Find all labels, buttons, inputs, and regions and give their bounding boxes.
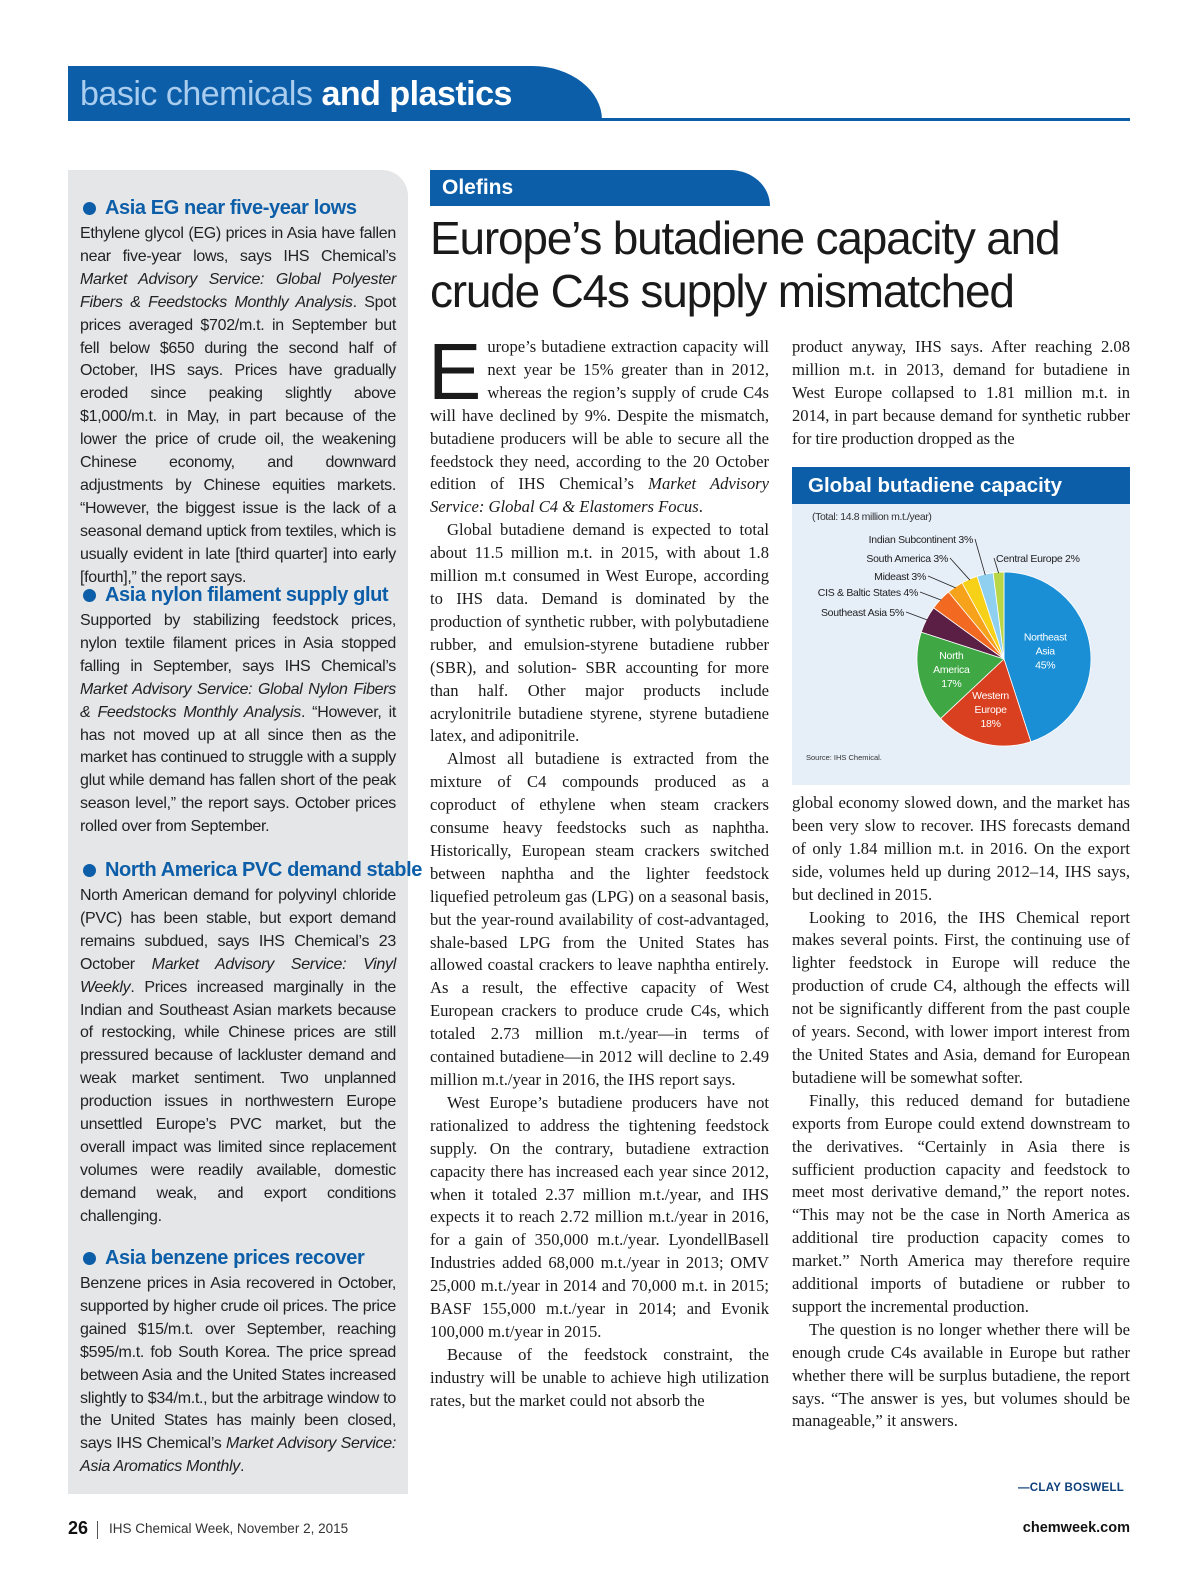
- paragraph: Europe’s butadiene extraction capacity will next year be 15% greater than in 2012, whereas the region’s supply of crude C4s will have declined by 9%. Despite the mismatch, butadiene producers will be able to secure all the feedstock they need, according to the 20 October edition of IHS Chemical’s Market Advisory Service: Global C4 & Elastomers Focus.: [428, 327, 769, 517]
- pie-chart: [792, 467, 1130, 785]
- chart-title: Global butadiene capacity: [808, 474, 1063, 497]
- leader-line: [975, 539, 985, 575]
- sidebar-headline: Asia nylon filament supply glut: [80, 582, 396, 608]
- sidebar-headline: North America PVC demand stable: [80, 857, 396, 883]
- slice-label-inner: Western: [972, 690, 1009, 703]
- sidebar-headline: Asia benzene prices recover: [80, 1245, 396, 1271]
- sidebar-body: Benzene prices in Asia recovered in October, supported by higher crude oil prices. The price gained $15/m.t. over September, reaching $595/m.t. fob South Korea. The price spread between Asia and the United States increased slightly to $34/m.t., but the arbitrage window to the United States has mainly been closed, says IHS Chemical’s Market Advisory Service: Asia Aromatics Monthly.: [80, 1275, 396, 1476]
- sidebar-body: North American demand for polyvinyl chloride (PVC) has been stable, but export demand remains subdued, says IHS Chemical’s 23 October Market Advisory Service: Vinyl Weekly. Prices increased marginally in the Indian and Southeast Asian markets because of restocking, while Chinese prices are still pressured because of lackluster demand and weak market sentiment. Two unplanned production issues in northwestern Europe unsettled Europe’s PVC market, but the overall impact was limited since replacement volumes were readily available, domestic demand weak, and export conditions challenging.: [80, 887, 396, 1225]
- slice-label-external: Southeast Asia 5%: [820, 607, 904, 619]
- sidebar-body: Ethylene glycol (EG) prices in Asia have fallen near five-year lows, says IHS Chemical’s Market Advisory Service: Global Polyester Fibers & Feedstocks Monthly Analysis. Spot prices averaged $702/m.t. in September but fell below $650 during the second half of October, IHS says. Prices have gradually eroded since peaking slightly above $1,000/m.t. in May, in part because of the lower the price of crude oil, the weakening Chinese economy, and downward adjustments by Chinese equities markets. “However, the biggest issue is the lack of a seasonal demand uptick from textiles, which is usually evident in late [third quarter] into early [fourth],” the report says.: [80, 225, 396, 586]
- paragraph: Almost all butadiene is extracted from the mixture of C4 compounds produced as a coproduct of ethylene when steam crackers consume heavy feedstocks such as naphtha. Historically, European steam crackers switched between naphtha and the lighter feedstock liquefied petroleum gas (LPG) on a seasonal basis, but the year-round availability of cost-advantaged, shale-based LPG from the United States has allowed coastal crackers to leave naphtha entirely. As a result, the effective capacity of West European crackers to produce crude C4s, which totaled 2.73 million m.t./year—in terms of contained butadiene—in 2012 will decline to 2.49 million m.t./year in 2016, the IHS report says.: [430, 749, 769, 1089]
- paragraph: West Europe’s butadiene producers have not rationalized to address the tightening feedstock supply. On the contrary, butadiene extraction capacity there has increased each year since 2012, when it totaled 2.37 million m.t./year, and IHS expects it to reach 2.72 million m.t./year in 2016, for a gain of 350,000 m.t./year. LyondellBasell Industries added 68,000 m.t./year in 2013; OMV 25,000 m.t./year in 2014 and 70,000 m.t. in 2015; BASF 155,000 m.t./year in 2014; and Evonik 100,000 m.t/year in 2015.: [430, 1092, 769, 1341]
- article-column-1: [428, 327, 769, 1413]
- butadiene-capacity-chart: [792, 467, 1130, 785]
- article-column-2-top: [792, 336, 1130, 451]
- paragraph: Global butadiene demand is expected to total about 11.5 million m.t. in 2015, with about 1.8 million m.t consumed in West Europe, according to IHS data. Demand is dominated by the production of synthetic rubber, with polybutadiene rubber, and emulsion-styrene butadiene rubber (SBR), and solution- SBR accounting for more than half. Other major products include acrylonitrile butadiene styrene, styrene butadiene latex, and adiponitrile.: [430, 520, 769, 746]
- drop-cap: E: [428, 327, 482, 416]
- paragraph: global economy slowed down, and the market has been very slow to recover. IHS forecasts demand of only 1.84 million m.t. in 2016. On the export side, volumes held up during 2012–14, IHS says, but declined in 2015.: [792, 793, 1130, 904]
- sidebar-item: [80, 1245, 396, 1479]
- slice-label-external: Indian Subcontinent 3%: [868, 534, 973, 546]
- slice-label-inner: 18%: [980, 718, 1001, 731]
- article-title: Europe’s butadiene capacity and crude C4s supply mismatched: [430, 212, 1060, 317]
- section-header-light: basic chemicals: [80, 75, 313, 113]
- page-number: 26: [68, 1518, 89, 1538]
- site-url: chemweek.com: [1022, 1520, 1130, 1536]
- bullet-icon: [83, 864, 96, 877]
- slice-label-external: Mideast 3%: [874, 571, 926, 583]
- header-rule: [68, 118, 1130, 121]
- sidebar-headline: Asia EG near five-year lows: [80, 195, 396, 221]
- leader-line: [906, 612, 927, 620]
- section-header-bold: and plastics: [321, 75, 512, 113]
- slice-label-external: CIS & Baltic States 4%: [817, 587, 918, 599]
- leader-line: [920, 592, 941, 600]
- leader-line: [950, 558, 970, 580]
- slice-label-external: Central Europe 2%: [996, 553, 1080, 565]
- paragraph: Finally, this reduced demand for butadiene exports from Europe could extend downstream to the derivatives. “Certainly in Asia there is sufficient production capacity and feedstock to meet most derivative demand,” the report notes. “This may not be the case in North America as additional tire production capacity comes to market.” North America may therefore require additional imports of butadiene or rubber to support the incremental production.: [792, 1090, 1130, 1316]
- sidebar-item: [80, 195, 396, 590]
- sidebar-item: [80, 582, 396, 839]
- slice-label-inner: Asia: [1035, 645, 1055, 658]
- paragraph: product anyway, IHS says. After reaching 2.08 million m.t. in 2013, demand for butadiene in West Europe collapsed to 1.81 million m.t. in 2014, in part because demand for synthetic rubber for tire production dropped as the: [792, 337, 1130, 448]
- bullet-icon: [83, 589, 96, 602]
- slice-label-external: South America 3%: [866, 553, 948, 565]
- paragraph: Looking to 2016, the IHS Chemical report makes several points. First, the continuing use of lighter feedstock in Europe will reduce the production of crude C4, although the effects will not be significantly different from the past couple of years. Second, with lower import interest from the United States and Asia, demand for European butadiene will be somewhat softer.: [792, 907, 1130, 1087]
- bullet-icon: [83, 1252, 96, 1265]
- chart-source: Source: IHS Chemical.: [806, 753, 882, 762]
- article-kicker: Olefins: [442, 176, 514, 199]
- article-column-2-bottom: [792, 792, 1130, 1433]
- bullet-icon: [83, 202, 96, 215]
- slice-label-inner: Northeast: [1023, 631, 1067, 644]
- sidebar-body: Supported by stabilizing feedstock prices, nylon textile filament prices in Asia stopped falling in September, says IHS Chemical’s Market Advisory Service: Global Nylon Fibers & Feedstocks Monthly Analysis. “However, it has not moved up at all since then as the market has continued to struggle with a supply glut while demand has fallen short of the peak season level,” the report says. October prices rolled over from September.: [80, 612, 396, 836]
- byline: —CLAY BOSWELL: [1018, 1482, 1125, 1494]
- slice-label-inner: America: [933, 663, 970, 676]
- footer-divider: [97, 1521, 98, 1539]
- section-header: [80, 74, 512, 114]
- chart-subtitle: (Total: 14.8 million m.t./year): [812, 511, 932, 523]
- slice-label-inner: North: [939, 649, 964, 662]
- publication-line: IHS Chemical Week, November 2, 2015: [109, 1521, 349, 1536]
- paragraph: The question is no longer whether there will be enough crude C4s available in Europe but rather whether there will be surplus butadiene, the report says. “The answer is yes, but volumes should be manageable,” it answers.: [792, 1319, 1130, 1431]
- sidebar-item: [80, 857, 422, 1229]
- slice-label-inner: Europe: [974, 704, 1007, 717]
- leader-line: [928, 576, 956, 588]
- slice-label-inner: 45%: [1035, 659, 1056, 672]
- paragraph: Because of the feedstock constraint, the industry will be unable to achieve high utilization rates, but the market could not absorb the: [430, 1344, 769, 1410]
- slice-label-inner: 17%: [941, 677, 962, 690]
